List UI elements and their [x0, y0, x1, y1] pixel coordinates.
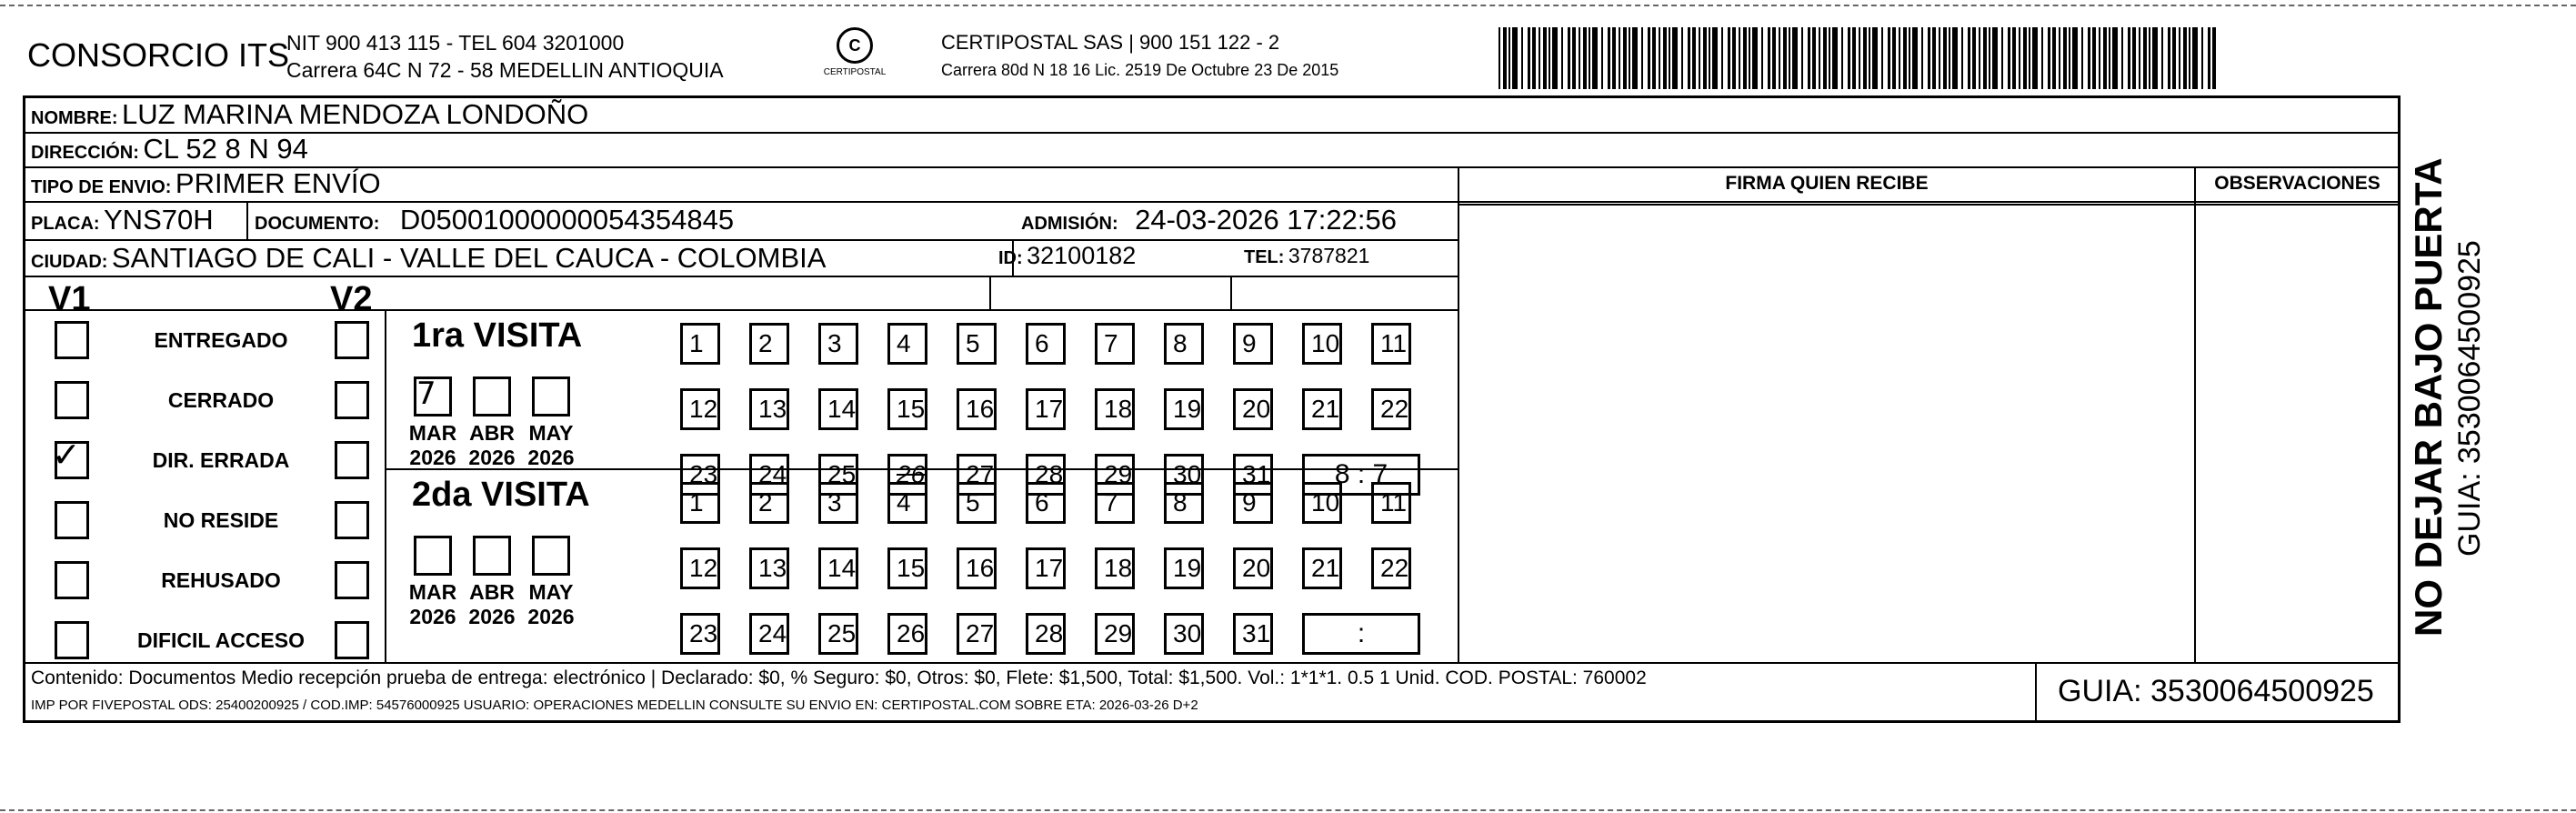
reason-label-entregado: ENTREGADO	[154, 328, 288, 352]
barcode-bar	[1632, 27, 1638, 89]
barcode-bar	[1888, 27, 1890, 89]
day-box-9[interactable]: 9	[1233, 323, 1273, 365]
month-label-may: MAY	[528, 580, 574, 604]
ciudad-value: SANTIAGO DE CALI - VALLE DEL CAUCA - COLOMBIA	[111, 242, 827, 274]
day-box-15[interactable]: 15	[887, 547, 927, 589]
barcode-bar	[1972, 27, 1976, 89]
v2-checkbox-entregado[interactable]	[335, 321, 369, 359]
day-box-8[interactable]: 8	[1164, 323, 1204, 365]
day-box-11[interactable]: 11	[1371, 482, 1411, 524]
v1-checkbox-cerrado[interactable]	[55, 381, 89, 419]
day-box-29[interactable]: 29	[1095, 454, 1135, 496]
ciudad-cell	[31, 242, 826, 275]
barcode-bar	[1561, 27, 1563, 89]
barcode-bar	[2109, 27, 2110, 89]
barcode-bar	[2132, 27, 2136, 89]
documento-value: D05001000000054354845	[399, 204, 735, 236]
carrier-info	[941, 29, 1338, 84]
cut-line-top	[0, 5, 2576, 6]
company-contact	[286, 29, 724, 84]
barcode-bar	[2069, 27, 2070, 89]
barcode-bar	[1869, 27, 1870, 89]
barcode-bar	[1721, 27, 1723, 89]
barcode-bar	[1961, 27, 1963, 89]
month-checkbox-may-1[interactable]	[532, 376, 570, 417]
day-box-31[interactable]: 31	[1233, 613, 1273, 655]
carrier-line: CERTIPOSTAL SAS | 900 151 122 - 2	[941, 31, 1280, 54]
tipo-label: TIPO DE ENVIO:	[31, 177, 172, 197]
delivery-form	[23, 95, 2401, 723]
v2-checkbox-rehusado[interactable]	[335, 561, 369, 599]
day-box-21[interactable]: 21	[1302, 547, 1342, 589]
day-box-1[interactable]: 1	[680, 482, 720, 524]
barcode-bar	[1629, 27, 1630, 89]
day-box-25[interactable]: 25	[818, 613, 858, 655]
barcode-bar	[1648, 27, 1650, 89]
ciudad-label: CIUDAD:	[31, 252, 108, 272]
barcode-bar	[1509, 27, 1510, 89]
day-box-26[interactable]: 26	[887, 454, 927, 496]
barcode-bar	[2112, 27, 2118, 89]
month-checkbox-abr-2[interactable]	[473, 536, 511, 576]
barcode-bar	[2208, 27, 2210, 89]
barcode-bar	[1503, 27, 1507, 89]
barcode-bar	[1819, 27, 1820, 89]
footer-imp: IMP POR FIVEPOSTAL ODS: 25400200925 / COD.IMP: 54576000925 USUARIO: OPERACIONES MEDELLIN CONSULTE SU ENVIO EN: CERTIPOSTAL.COM SOBRE ETA: 2026-03-26 D+2	[31, 698, 1198, 713]
barcode-bar	[2001, 27, 2003, 89]
day-box-3[interactable]: 3	[818, 323, 858, 365]
day-box-5[interactable]: 5	[957, 482, 997, 524]
barcode-bar	[1739, 27, 1740, 89]
barcode-bar	[1732, 27, 1736, 89]
barcode-bar	[1812, 27, 1816, 89]
barcode-bar	[1681, 27, 1683, 89]
reason-label-no-reside: NO RESIDE	[163, 508, 279, 532]
barcode-bar	[2032, 27, 2038, 89]
day-box-5[interactable]: 5	[957, 323, 997, 365]
barcode-bar	[1939, 27, 1940, 89]
barcode-bar	[1589, 27, 1590, 89]
v1-checkbox-dificil-acceso[interactable]	[55, 621, 89, 659]
barcode-bar	[1688, 27, 1690, 89]
barcode-bar	[1528, 27, 1530, 89]
barcode-bar	[2023, 27, 2027, 89]
day-box-10[interactable]: 10	[1302, 482, 1342, 524]
barcode-bar	[1543, 27, 1547, 89]
day-box-7[interactable]: 7	[1095, 482, 1135, 524]
day-box-15[interactable]: 15	[887, 388, 927, 430]
admision-label: ADMISIÓN:	[1021, 214, 1118, 234]
barcode-bar	[2189, 27, 2190, 89]
barcode-bar	[1768, 27, 1770, 89]
month-checkbox-mar-1[interactable]	[414, 376, 452, 417]
day-box-23[interactable]: 23	[680, 613, 720, 655]
day-box-1[interactable]: 1	[680, 323, 720, 365]
nombre-row	[31, 98, 588, 131]
day-box-14[interactable]: 14	[818, 388, 858, 430]
reason-label-rehusado: REHUSADO	[161, 568, 281, 592]
placa-cell	[31, 204, 214, 236]
day-box-23[interactable]: 23	[680, 454, 720, 496]
barcode-bar	[1601, 27, 1603, 89]
barcode-bar	[1943, 27, 1947, 89]
barcode-bar	[2059, 27, 2060, 89]
barcode-bar	[1608, 27, 1610, 89]
day-box-11[interactable]: 11	[1371, 323, 1411, 365]
month-label-mar: MAR	[408, 580, 457, 604]
year-label: 2026	[409, 446, 456, 469]
barcode-bar	[1912, 27, 1918, 89]
barcode-bar	[1749, 27, 1750, 89]
address-line: Carrera 64C N 72 - 58 MEDELLIN ANTIOQUIA	[286, 58, 724, 82]
barcode-bar	[1672, 27, 1678, 89]
tel-value: 3787821	[1288, 244, 1370, 267]
firma-header: FIRMA QUIEN RECIBE	[1725, 173, 1929, 194]
signature-area[interactable]	[1459, 206, 2194, 660]
tel-label: TEL:	[1244, 247, 1285, 267]
barcode-bar	[1792, 27, 1798, 89]
year-label: 2026	[409, 605, 456, 628]
barcode-bar	[1801, 27, 1803, 89]
barcode-bar	[2139, 27, 2140, 89]
day-box-17[interactable]: 17	[1026, 388, 1066, 430]
reason-label-dificil-acceso: DIFICIL ACCESO	[136, 628, 305, 652]
barcode-bar	[1512, 27, 1518, 89]
month-checkbox-abr-1[interactable]	[473, 376, 511, 417]
month-label-abr: ABR	[469, 580, 515, 604]
barcode-bar	[1872, 27, 1878, 89]
barcode-bar	[2161, 27, 2163, 89]
v1-checkbox-rehusado[interactable]	[55, 561, 89, 599]
barcode-bar	[2149, 27, 2150, 89]
tipo-row	[31, 167, 381, 200]
month-checkbox-may-2[interactable]	[532, 536, 570, 576]
barcode-bar	[1592, 27, 1598, 89]
day-box-9[interactable]: 9	[1233, 482, 1273, 524]
nombre-value: LUZ MARINA MENDOZA LONDOÑO	[122, 98, 589, 130]
barcode-bar	[1652, 27, 1656, 89]
barcode-bar	[1568, 27, 1570, 89]
day-box-7[interactable]: 7	[1095, 323, 1135, 365]
placa-label: PLACA:	[31, 214, 100, 234]
barcode-bar	[2029, 27, 2030, 89]
barcode-bar	[1829, 27, 1830, 89]
barcode-bar	[1789, 27, 1790, 89]
month-mark-icon: 7	[416, 376, 436, 412]
day-box-17[interactable]: 17	[1026, 547, 1066, 589]
tipo-value: PRIMER ENVÍO	[175, 167, 381, 199]
reason-label-cerrado: CERRADO	[167, 388, 275, 412]
barcode-bar	[1709, 27, 1710, 89]
day-box-22[interactable]: 22	[1371, 388, 1411, 430]
barcode-bar	[1612, 27, 1616, 89]
direccion-row	[31, 133, 308, 166]
day-box-20[interactable]: 20	[1233, 547, 1273, 589]
barcode-bar	[2012, 27, 2016, 89]
day-box-4[interactable]: 4	[887, 323, 927, 365]
nombre-label: NOMBRE:	[31, 108, 118, 128]
day-box-14[interactable]: 14	[818, 547, 858, 589]
id-cell	[998, 242, 1136, 270]
day-box-19[interactable]: 19	[1164, 388, 1204, 430]
day-box-6[interactable]: 6	[1026, 323, 1066, 365]
barcode-bar	[2103, 27, 2107, 89]
barcode-bar	[2121, 27, 2123, 89]
day-box-20[interactable]: 20	[1233, 388, 1273, 430]
barcode-bar	[2168, 27, 2170, 89]
day-box-18[interactable]: 18	[1095, 388, 1135, 430]
barcode-bar	[2041, 27, 2043, 89]
day-box-16[interactable]: 16	[957, 547, 997, 589]
v1-checkbox-dir-errada[interactable]	[52, 435, 89, 479]
visit-title-2: 2da VISITA	[412, 476, 590, 514]
logo-text: CERTIPOSTAL	[823, 67, 887, 77]
barcode-bar	[1552, 27, 1558, 89]
company-name: CONSORCIO ITS	[27, 36, 290, 74]
v2-label: V2	[330, 280, 373, 318]
day-box-2[interactable]: 2	[749, 482, 789, 524]
day-box-30[interactable]: 30	[1164, 613, 1204, 655]
barcode-bar	[1863, 27, 1867, 89]
barcode-bar	[2052, 27, 2056, 89]
id-label: ID:	[998, 248, 1023, 268]
barcode	[1498, 27, 2219, 89]
barcode-bar	[1699, 27, 1700, 89]
day-box-6[interactable]: 6	[1026, 482, 1066, 524]
barcode-bar	[1859, 27, 1860, 89]
barcode-bar	[1549, 27, 1550, 89]
barcode-bar	[2179, 27, 2180, 89]
year-label: 2026	[468, 446, 516, 469]
barcode-bar	[1808, 27, 1810, 89]
barcode-bar	[1579, 27, 1580, 89]
day-box-22[interactable]: 22	[1371, 547, 1411, 589]
id-value: 32100182	[1027, 242, 1137, 269]
day-box-27[interactable]: 27	[957, 454, 997, 496]
barcode-bar	[1949, 27, 1950, 89]
day-box-26[interactable]: 26	[887, 613, 927, 655]
day-box-31[interactable]: 31	[1233, 454, 1273, 496]
barcode-bar	[1909, 27, 1910, 89]
tel-cell	[1244, 244, 1369, 268]
day-box-19[interactable]: 19	[1164, 547, 1204, 589]
year-label: 2026	[527, 446, 575, 469]
footer-guia: GUIA: 3530064500925	[2058, 674, 2374, 708]
barcode-bar	[1992, 27, 1998, 89]
barcode-bar	[1623, 27, 1627, 89]
barcode-bar	[2072, 27, 2078, 89]
barcode-bar	[1619, 27, 1620, 89]
day-box-24[interactable]: 24	[749, 454, 789, 496]
documento-label: DOCUMENTO:	[255, 214, 380, 234]
observaciones-header: OBSERVACIONES	[2214, 173, 2381, 194]
no-dejar-warning: NO DEJAR BAJO PUERTA	[2407, 157, 2450, 637]
barcode-bar	[2099, 27, 2100, 89]
time-box[interactable]: :	[1302, 613, 1420, 655]
barcode-bar	[1881, 27, 1883, 89]
barcode-bar	[1521, 27, 1523, 89]
day-box-25[interactable]: 25	[818, 454, 858, 496]
month-label-abr: ABR	[469, 421, 515, 445]
barcode-bar	[1728, 27, 1730, 89]
barcode-bar	[1663, 27, 1667, 89]
barcode-bar	[1772, 27, 1776, 89]
placa-value: YNS70H	[104, 204, 214, 236]
barcode-bar	[1532, 27, 1536, 89]
barcode-bar	[2081, 27, 2083, 89]
year-label: 2026	[468, 605, 516, 628]
barcode-bar	[1669, 27, 1670, 89]
barcode-bar	[1641, 27, 1643, 89]
time-box[interactable]: 8 : 7	[1302, 454, 1420, 496]
day-box-3[interactable]: 3	[818, 482, 858, 524]
barcode-bar	[1952, 27, 1958, 89]
barcode-bar	[2019, 27, 2020, 89]
barcode-bar	[1989, 27, 1990, 89]
day-box-24[interactable]: 24	[749, 613, 789, 655]
footer-content: Contenido: Documentos Medio recepción prueba de entrega: electrónico | Declarado: $0, % Seguro: $0, Otros: $0, Flete: $1,500, Total: $1,500. Vol.: 1*1*1. 0.5 1 Unid. COD. POSTAL: 760002	[31, 667, 1647, 688]
barcode-bar	[2088, 27, 2090, 89]
carrier-address: Carrera 80d N 18 16 Lic. 2519 De Octubre 23 De 2015	[941, 61, 1339, 79]
barcode-bar	[2128, 27, 2130, 89]
admision-cell	[1021, 204, 1397, 236]
barcode-bar	[2183, 27, 2187, 89]
side-guia: GUIA: 3530064500925	[2452, 240, 2487, 557]
day-box-12[interactable]: 12	[680, 388, 720, 430]
day-box-30[interactable]: 30	[1164, 454, 1204, 496]
day-box-8[interactable]: 8	[1164, 482, 1204, 524]
v1-checkbox-no-reside[interactable]	[55, 501, 89, 539]
barcode-bar	[1659, 27, 1660, 89]
documento-cell	[255, 204, 734, 236]
barcode-bar	[1848, 27, 1850, 89]
day-box-13[interactable]: 13	[749, 388, 789, 430]
barcode-bar	[1852, 27, 1856, 89]
barcode-bar	[1539, 27, 1540, 89]
direccion-value: CL 52 8 N 94	[143, 133, 308, 165]
barcode-bar	[1743, 27, 1747, 89]
barcode-bar	[1752, 27, 1758, 89]
year-label: 2026	[527, 605, 575, 628]
day-box-2[interactable]: 2	[749, 323, 789, 365]
barcode-bar	[1761, 27, 1763, 89]
barcode-bar	[2008, 27, 2010, 89]
barcode-bar	[1779, 27, 1780, 89]
day-box-12[interactable]: 12	[680, 547, 720, 589]
barcode-bar	[1823, 27, 1827, 89]
barcode-bar	[2063, 27, 2067, 89]
barcode-bar	[2143, 27, 2147, 89]
reason-label-dir-errada: DIR. ERRADA	[152, 448, 290, 472]
barcode-bar	[1583, 27, 1587, 89]
barcode-bar	[1498, 27, 1500, 89]
day-box-28[interactable]: 28	[1026, 613, 1066, 655]
barcode-bar	[1979, 27, 1980, 89]
barcode-bar	[2152, 27, 2158, 89]
month-checkbox-mar-2[interactable]	[414, 536, 452, 576]
nit-line: NIT 900 413 115 - TEL 604 3201000	[286, 31, 625, 55]
barcode-bar	[2201, 27, 2203, 89]
day-box-10[interactable]: 10	[1302, 323, 1342, 365]
v1-checkbox-entregado[interactable]	[55, 321, 89, 359]
barcode-bar	[1783, 27, 1787, 89]
barcode-bar	[1841, 27, 1843, 89]
barcode-bar	[1703, 27, 1707, 89]
barcode-bar	[1903, 27, 1907, 89]
barcode-bar	[1712, 27, 1718, 89]
barcode-bar	[2172, 27, 2176, 89]
v1-label: V1	[48, 280, 91, 318]
day-box-13[interactable]: 13	[749, 547, 789, 589]
barcode-bar	[1692, 27, 1696, 89]
barcode-bar	[1892, 27, 1896, 89]
v2-checkbox-no-reside[interactable]	[335, 501, 369, 539]
day-box-16[interactable]: 16	[957, 388, 997, 430]
direccion-label: DIRECCIÓN:	[31, 143, 139, 163]
barcode-bar	[2092, 27, 2096, 89]
admision-value: 24-03-2026 17:22:56	[1135, 204, 1397, 236]
day-box-4[interactable]: 4	[887, 482, 927, 524]
month-label-mar: MAR	[408, 421, 457, 445]
check-mark-icon: ✓	[52, 435, 81, 475]
certipostal-logo	[818, 27, 891, 91]
barcode-bar	[1572, 27, 1576, 89]
barcode-bar	[1983, 27, 1987, 89]
logo-icon: C	[837, 27, 873, 64]
day-box-21[interactable]: 21	[1302, 388, 1342, 430]
barcode-bar	[1968, 27, 1970, 89]
visit-title-1: 1ra VISITA	[412, 316, 583, 355]
day-box-29[interactable]: 29	[1095, 613, 1135, 655]
v2-checkbox-dir-errada[interactable]	[335, 441, 369, 479]
v2-checkbox-dificil-acceso[interactable]	[335, 621, 369, 659]
barcode-bar	[1899, 27, 1900, 89]
barcode-bar	[1932, 27, 1936, 89]
cut-line-bottom	[0, 809, 2576, 811]
day-box-28[interactable]: 28	[1026, 454, 1066, 496]
barcode-bar	[2192, 27, 2198, 89]
observaciones-area[interactable]	[2196, 206, 2399, 660]
barcode-bar	[1832, 27, 1838, 89]
month-label-may: MAY	[528, 421, 574, 445]
barcode-bar	[1928, 27, 1930, 89]
day-box-27[interactable]: 27	[957, 613, 997, 655]
barcode-bar	[2048, 27, 2050, 89]
barcode-bar	[2212, 27, 2216, 89]
day-box-18[interactable]: 18	[1095, 547, 1135, 589]
v2-checkbox-cerrado[interactable]	[335, 381, 369, 419]
barcode-bar	[1921, 27, 1923, 89]
